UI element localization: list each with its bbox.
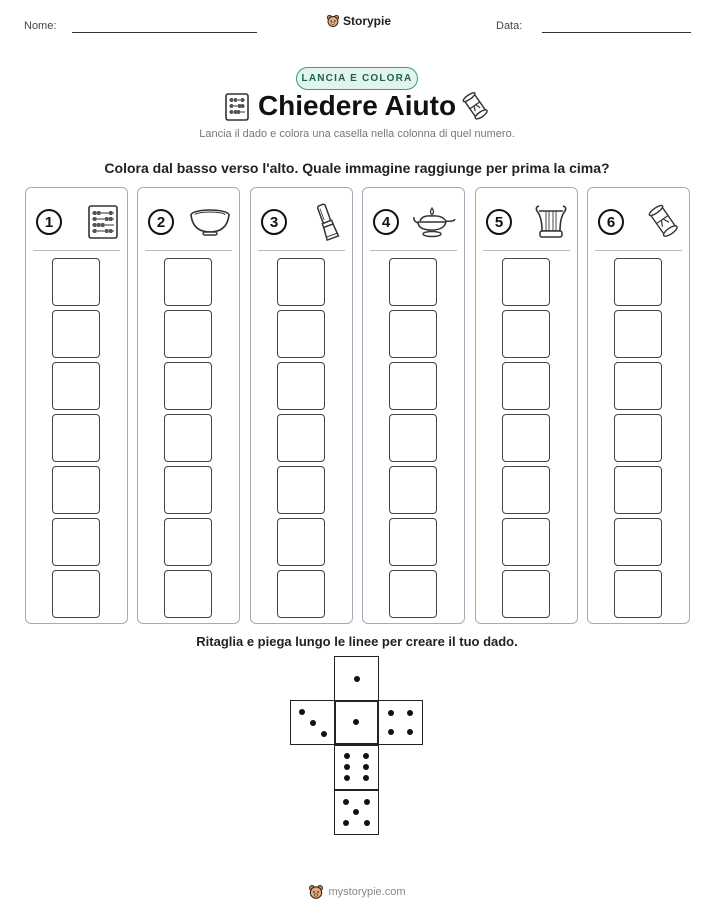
bowl-icon (189, 206, 231, 238)
die-face-5[interactable] (334, 790, 379, 835)
die-face-3[interactable] (290, 700, 335, 745)
die-pip (343, 799, 349, 805)
oil-lamp-icon (412, 205, 456, 239)
color-cell[interactable] (389, 310, 437, 358)
column-1 (25, 187, 128, 624)
name-label: Nome: (24, 20, 57, 32)
column-number: 2 (148, 209, 174, 235)
die-pip (344, 775, 350, 781)
storypie-mascot-icon (326, 14, 340, 28)
die-pip (354, 676, 360, 682)
column-header (36, 204, 119, 240)
column-number: 5 (486, 209, 512, 235)
color-cell[interactable] (164, 414, 212, 462)
die-pip (321, 731, 327, 737)
column-header (598, 204, 681, 240)
die-pip (407, 710, 413, 716)
die-pip (363, 753, 369, 759)
lyre-icon (533, 203, 569, 241)
color-cell[interactable] (277, 518, 325, 566)
color-cell[interactable] (277, 466, 325, 514)
die-pip (310, 720, 316, 726)
color-cell[interactable] (277, 570, 325, 618)
column-divider (145, 250, 232, 251)
column-divider (33, 250, 120, 251)
storypie-mascot-icon (308, 884, 324, 900)
column-number: 1 (36, 209, 62, 235)
color-cell[interactable] (502, 570, 550, 618)
brand-logo (326, 14, 391, 28)
column-5 (475, 187, 578, 624)
die-pip (343, 820, 349, 826)
color-cell[interactable] (502, 466, 550, 514)
color-cell[interactable] (614, 414, 662, 462)
color-cell[interactable] (389, 466, 437, 514)
scroll-icon (647, 203, 681, 241)
color-cell[interactable] (389, 414, 437, 462)
die-pip (388, 710, 394, 716)
dice-instruction: Ritaglia e piega lungo le linee per creare il tuo dado. (196, 634, 518, 649)
color-cell[interactable] (52, 518, 100, 566)
color-cell[interactable] (389, 518, 437, 566)
die-pip (363, 764, 369, 770)
brand-name: Storypie (343, 14, 392, 28)
column-3 (250, 187, 353, 624)
color-cell[interactable] (614, 466, 662, 514)
die-face-1-center[interactable] (334, 700, 379, 745)
column-divider (258, 250, 345, 251)
column-divider (595, 250, 682, 251)
die-pip (364, 799, 370, 805)
color-cell[interactable] (389, 570, 437, 618)
color-cell[interactable] (164, 362, 212, 410)
color-cell[interactable] (277, 258, 325, 306)
column-number: 4 (373, 209, 399, 235)
column-header (261, 204, 344, 240)
column-number: 6 (598, 209, 624, 235)
die-pip (299, 709, 305, 715)
color-cell[interactable] (614, 570, 662, 618)
date-line[interactable] (542, 32, 691, 33)
color-cell[interactable] (502, 362, 550, 410)
color-cell[interactable] (277, 362, 325, 410)
date-label: Data: (496, 20, 523, 32)
column-header (486, 204, 569, 240)
color-cell[interactable] (502, 310, 550, 358)
color-cell[interactable] (52, 570, 100, 618)
color-cell[interactable] (52, 362, 100, 410)
footer-url[interactable]: mystorypie.com (328, 886, 406, 898)
color-cell[interactable] (502, 258, 550, 306)
color-cell[interactable] (389, 362, 437, 410)
color-cell[interactable] (164, 310, 212, 358)
color-cell[interactable] (502, 414, 550, 462)
die-face-6[interactable] (334, 745, 379, 790)
die-pip (363, 775, 369, 781)
die-pip (353, 809, 359, 815)
die-pip (364, 820, 370, 826)
chisel-icon (310, 203, 344, 241)
color-cell[interactable] (164, 466, 212, 514)
column-divider (370, 250, 457, 251)
die-face-1-top[interactable] (334, 656, 379, 701)
die-face-4[interactable] (378, 700, 423, 745)
color-cell[interactable] (614, 258, 662, 306)
color-cell[interactable] (52, 258, 100, 306)
activity-badge: LANCIA E COLORA (296, 67, 418, 90)
die-pip (407, 729, 413, 735)
column-4 (362, 187, 465, 624)
color-cell[interactable] (277, 310, 325, 358)
color-cell[interactable] (52, 310, 100, 358)
color-cell[interactable] (389, 258, 437, 306)
name-line[interactable] (72, 32, 257, 33)
page-subtitle: Lancia il dado e colora una casella nella colonna di quel numero. (199, 128, 515, 140)
die-pip (344, 764, 350, 770)
footer (0, 884, 714, 900)
column-header (373, 204, 456, 240)
abacus-icon (87, 204, 119, 240)
die-pip (388, 729, 394, 735)
color-cell[interactable] (164, 258, 212, 306)
die-pip (344, 753, 350, 759)
scroll-icon (462, 92, 490, 122)
column-number: 3 (261, 209, 287, 235)
color-cell[interactable] (277, 414, 325, 462)
column-2 (137, 187, 240, 624)
column-header (148, 204, 231, 240)
color-cell[interactable] (164, 570, 212, 618)
color-cell[interactable] (52, 414, 100, 462)
color-cell[interactable] (502, 518, 550, 566)
color-cell[interactable] (614, 362, 662, 410)
die-pip (353, 719, 359, 725)
color-cell[interactable] (614, 518, 662, 566)
column-6 (587, 187, 690, 624)
coloring-instruction: Colora dal basso verso l'alto. Quale immagine raggiunge per prima la cima? (104, 160, 610, 176)
color-cell[interactable] (52, 466, 100, 514)
color-cell[interactable] (164, 518, 212, 566)
page-title: Chiedere Aiuto (257, 90, 457, 121)
column-divider (483, 250, 570, 251)
color-cell[interactable] (614, 310, 662, 358)
